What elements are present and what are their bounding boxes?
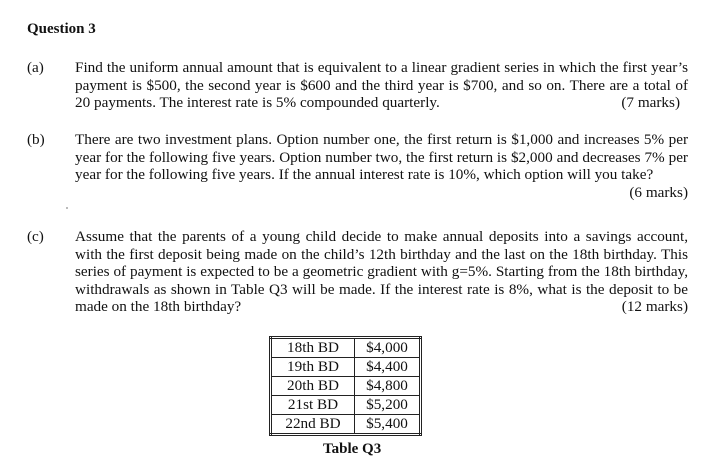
table-row xyxy=(271,338,421,358)
part-a-text-block xyxy=(75,59,688,112)
table-cell-amount: $5,200 xyxy=(355,396,421,415)
part-b-text: There are two investment plans. Option number one, the first return is $1,000 and increases 5% per year for the following five years. Option number two, the first return is $2,000 and decreases 7% per year for the following five years. If the annual interest rate is 10%, which option will you take? xyxy=(75,131,688,184)
table-row xyxy=(271,415,421,435)
part-a-text: Find the uniform annual amount that is equivalent to a linear gradient series in which the first year’s payment is $500, the second year is $600 and the third year is $700, and so on. There are a total of 20 payments. The interest rate is 5% compounded quarterly. xyxy=(75,59,688,112)
table-cell-amount: $4,400 xyxy=(355,358,421,377)
part-b-label: (b) xyxy=(27,131,45,148)
table-cell-amount: $5,400 xyxy=(355,415,421,435)
table-row xyxy=(271,396,421,415)
part-c-text: Assume that the parents of a young child decide to make annual deposits into a savings account, with the first deposit being made on the child’s 12th birthday and the last on the 18th birthday. This series of payment is expected to be a geometric gradient with g=5%. Starting from the 18th birthday, withdrawals as shown in Table Q3 will be made. If the interest rate is 8%, what is the deposit to be made on the 18th birthday? xyxy=(75,228,688,316)
table-row xyxy=(271,377,421,396)
divider-dot xyxy=(66,207,68,209)
table-cell-amount: $4,800 xyxy=(355,377,421,396)
part-a-marks: (7 marks) xyxy=(621,94,680,112)
table-cell-birthday: 22nd BD xyxy=(271,415,355,435)
table-row xyxy=(271,358,421,377)
table-cell-amount: $4,000 xyxy=(355,338,421,358)
table-q3 xyxy=(269,336,422,436)
part-c-text-block xyxy=(75,228,688,316)
question-title: Question 3 xyxy=(27,21,96,37)
part-a-label: (a) xyxy=(27,59,44,76)
table-cell-birthday: 21st BD xyxy=(271,396,355,415)
table-cell-birthday: 20th BD xyxy=(271,377,355,396)
part-b-marks: (6 marks) xyxy=(629,183,688,201)
table-caption: Table Q3 xyxy=(323,441,382,457)
table-cell-birthday: 18th BD xyxy=(271,338,355,358)
part-c-marks: (12 marks) xyxy=(621,298,688,316)
part-c-label: (c) xyxy=(27,228,44,245)
table-cell-birthday: 19th BD xyxy=(271,358,355,377)
part-b-text-block xyxy=(75,131,688,201)
